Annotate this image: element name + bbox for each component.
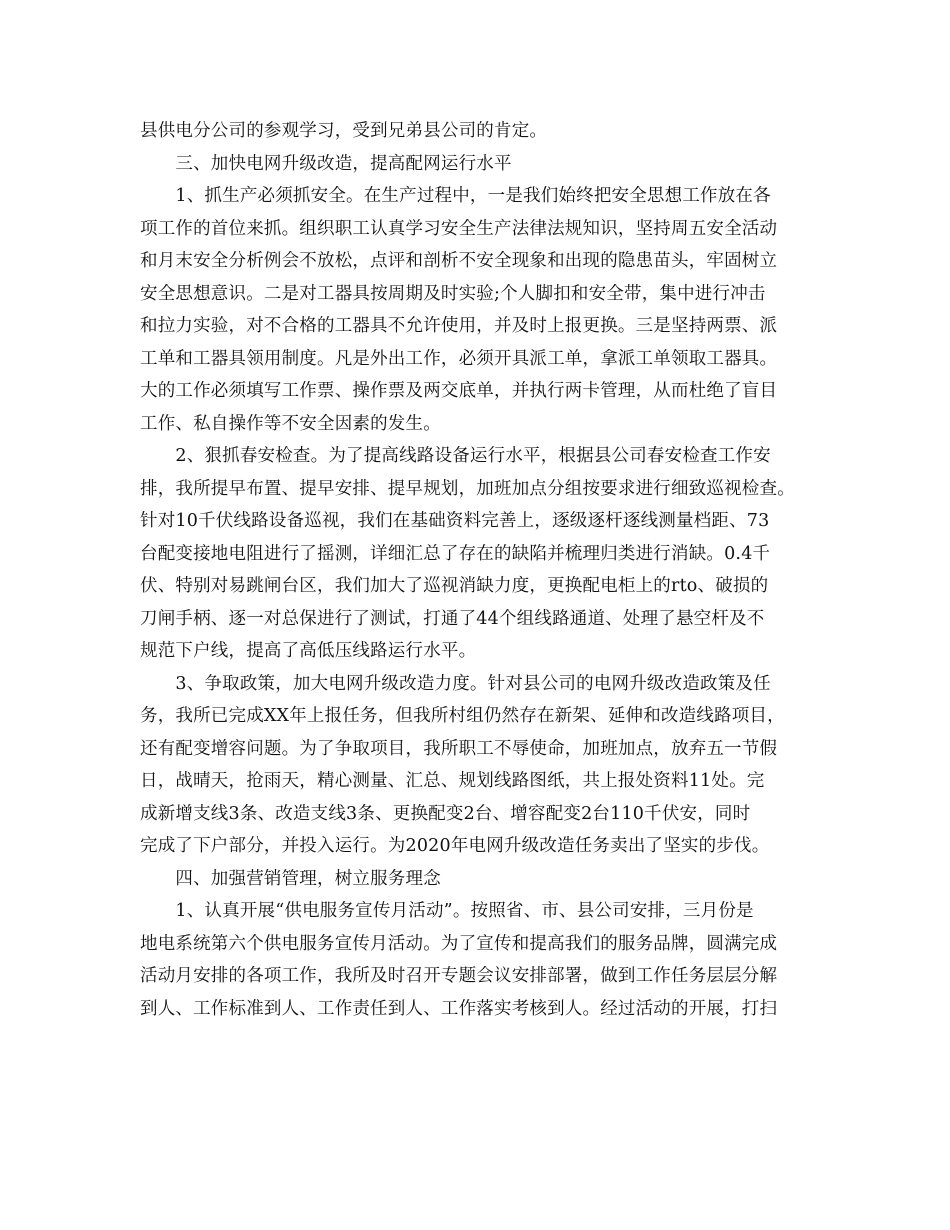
text-line: 2、狠抓春安检查。为了提高线路设备运行水平，根据县公司春安检查工作安 xyxy=(140,446,771,466)
text-line: 务，我所已完成XX年上报任务，但我所村组仍然存在新架、延伸和改造线路项目， xyxy=(140,706,785,726)
text-line: 规范下户线，提高了高低压线路运行水平。 xyxy=(140,641,477,661)
text-line: 安全思想意识。二是对工器具按周期及时实验;个人脚扣和安全带，集中进行冲击 xyxy=(140,283,766,304)
text-line: 和拉力实验，对不合格的工器具不允许使用，并及时上报更换。三是坚持两票、派 xyxy=(140,316,778,336)
body-text xyxy=(140,115,815,1025)
text-line: 成新增支线3条、改造支线3条、更换配变2台、增容配变2台110千伏安，同时 xyxy=(140,803,751,824)
text-line: 大的工作必须填写工作票、操作票及两交底单，并执行两卡管理，从而杜绝了盲目 xyxy=(140,381,778,401)
text-line: 和月末安全分析例会不放松，点评和剖析不安全现象和出现的隐患苗头，牢固树立 xyxy=(140,251,778,271)
text-line: 台配变接地电阻进行了摇测，详细汇总了存在的缺陷并梳理归类进行消缺。0.4千 xyxy=(140,543,771,564)
text-line: 针对10千伏线路设备巡视，我们在基础资料完善上，逐级逐杆逐线测量档距、73 xyxy=(140,511,770,531)
text-line: 日，战晴天，抢雨天，精心测量、汇总、规划线路图纸，共上报处资料11处。完 xyxy=(140,771,765,791)
text-line: 伏、特别对易跳闸台区，我们加大了巡视消缺力度，更换配电柜上的rto、破损的 xyxy=(140,576,769,596)
text-line: 地电系统第六个供电服务宣传月活动。为了宣传和提高我们的服务品牌，圆满完成 xyxy=(140,933,778,954)
text-line: 三、加快电网升级改造，提高配网运行水平 xyxy=(140,153,512,174)
text-line: 排，我所提早布置、提早安排、提早规划，加班加点分组按要求进行细致巡视检查。 xyxy=(140,478,795,499)
text-line: 项工作的首位来抓。组织职工认真学习安全生产法律法规知识，坚持周五安全活动 xyxy=(140,218,778,239)
text-line: 四、加强营销管理，树立服务理念 xyxy=(140,868,441,889)
text-line: 县供电分公司的参观学习，受到兄弟县公司的肯定。 xyxy=(140,121,548,141)
text-line: 3、争取政策，加大电网升级改造力度。针对县公司的电网升级改造政策及任 xyxy=(140,673,771,694)
text-line: 1、认真开展“供电服务宣传月活动”。按照省、市、县公司安排，三月份是 xyxy=(140,901,754,921)
text-line: 到人、工作标准到人、工作责任到人、工作落实考核到人。经过活动的开展，打扫 xyxy=(140,998,778,1019)
text-line: 活动月安排的各项工作，我所及时召开专题会议安排部署，做到工作任务层层分解 xyxy=(140,966,778,986)
text-line: 刀闸手柄、逐一对总保进行了测试，打通了44个组线路通道、处理了悬空杆及不 xyxy=(140,608,765,629)
text-line: 工单和工器具领用制度。凡是外出工作，必须开具派工单，拿派工单领取工器具。 xyxy=(140,348,778,369)
text-line: 工作、私自操作等不安全因素的发生。 xyxy=(140,413,441,434)
text-line: 完成了下户部分，并投入运行。为2020年电网升级改造任务卖出了坚实的步伐。 xyxy=(140,836,770,856)
text-line: 还有配变增容问题。为了争取项目，我所职工不辱使命，加班加点，放弃五一节假 xyxy=(140,738,778,759)
text-line: 1、抓生产必须抓安全。在生产过程中，一是我们始终把安全思想工作放在各 xyxy=(140,186,771,206)
